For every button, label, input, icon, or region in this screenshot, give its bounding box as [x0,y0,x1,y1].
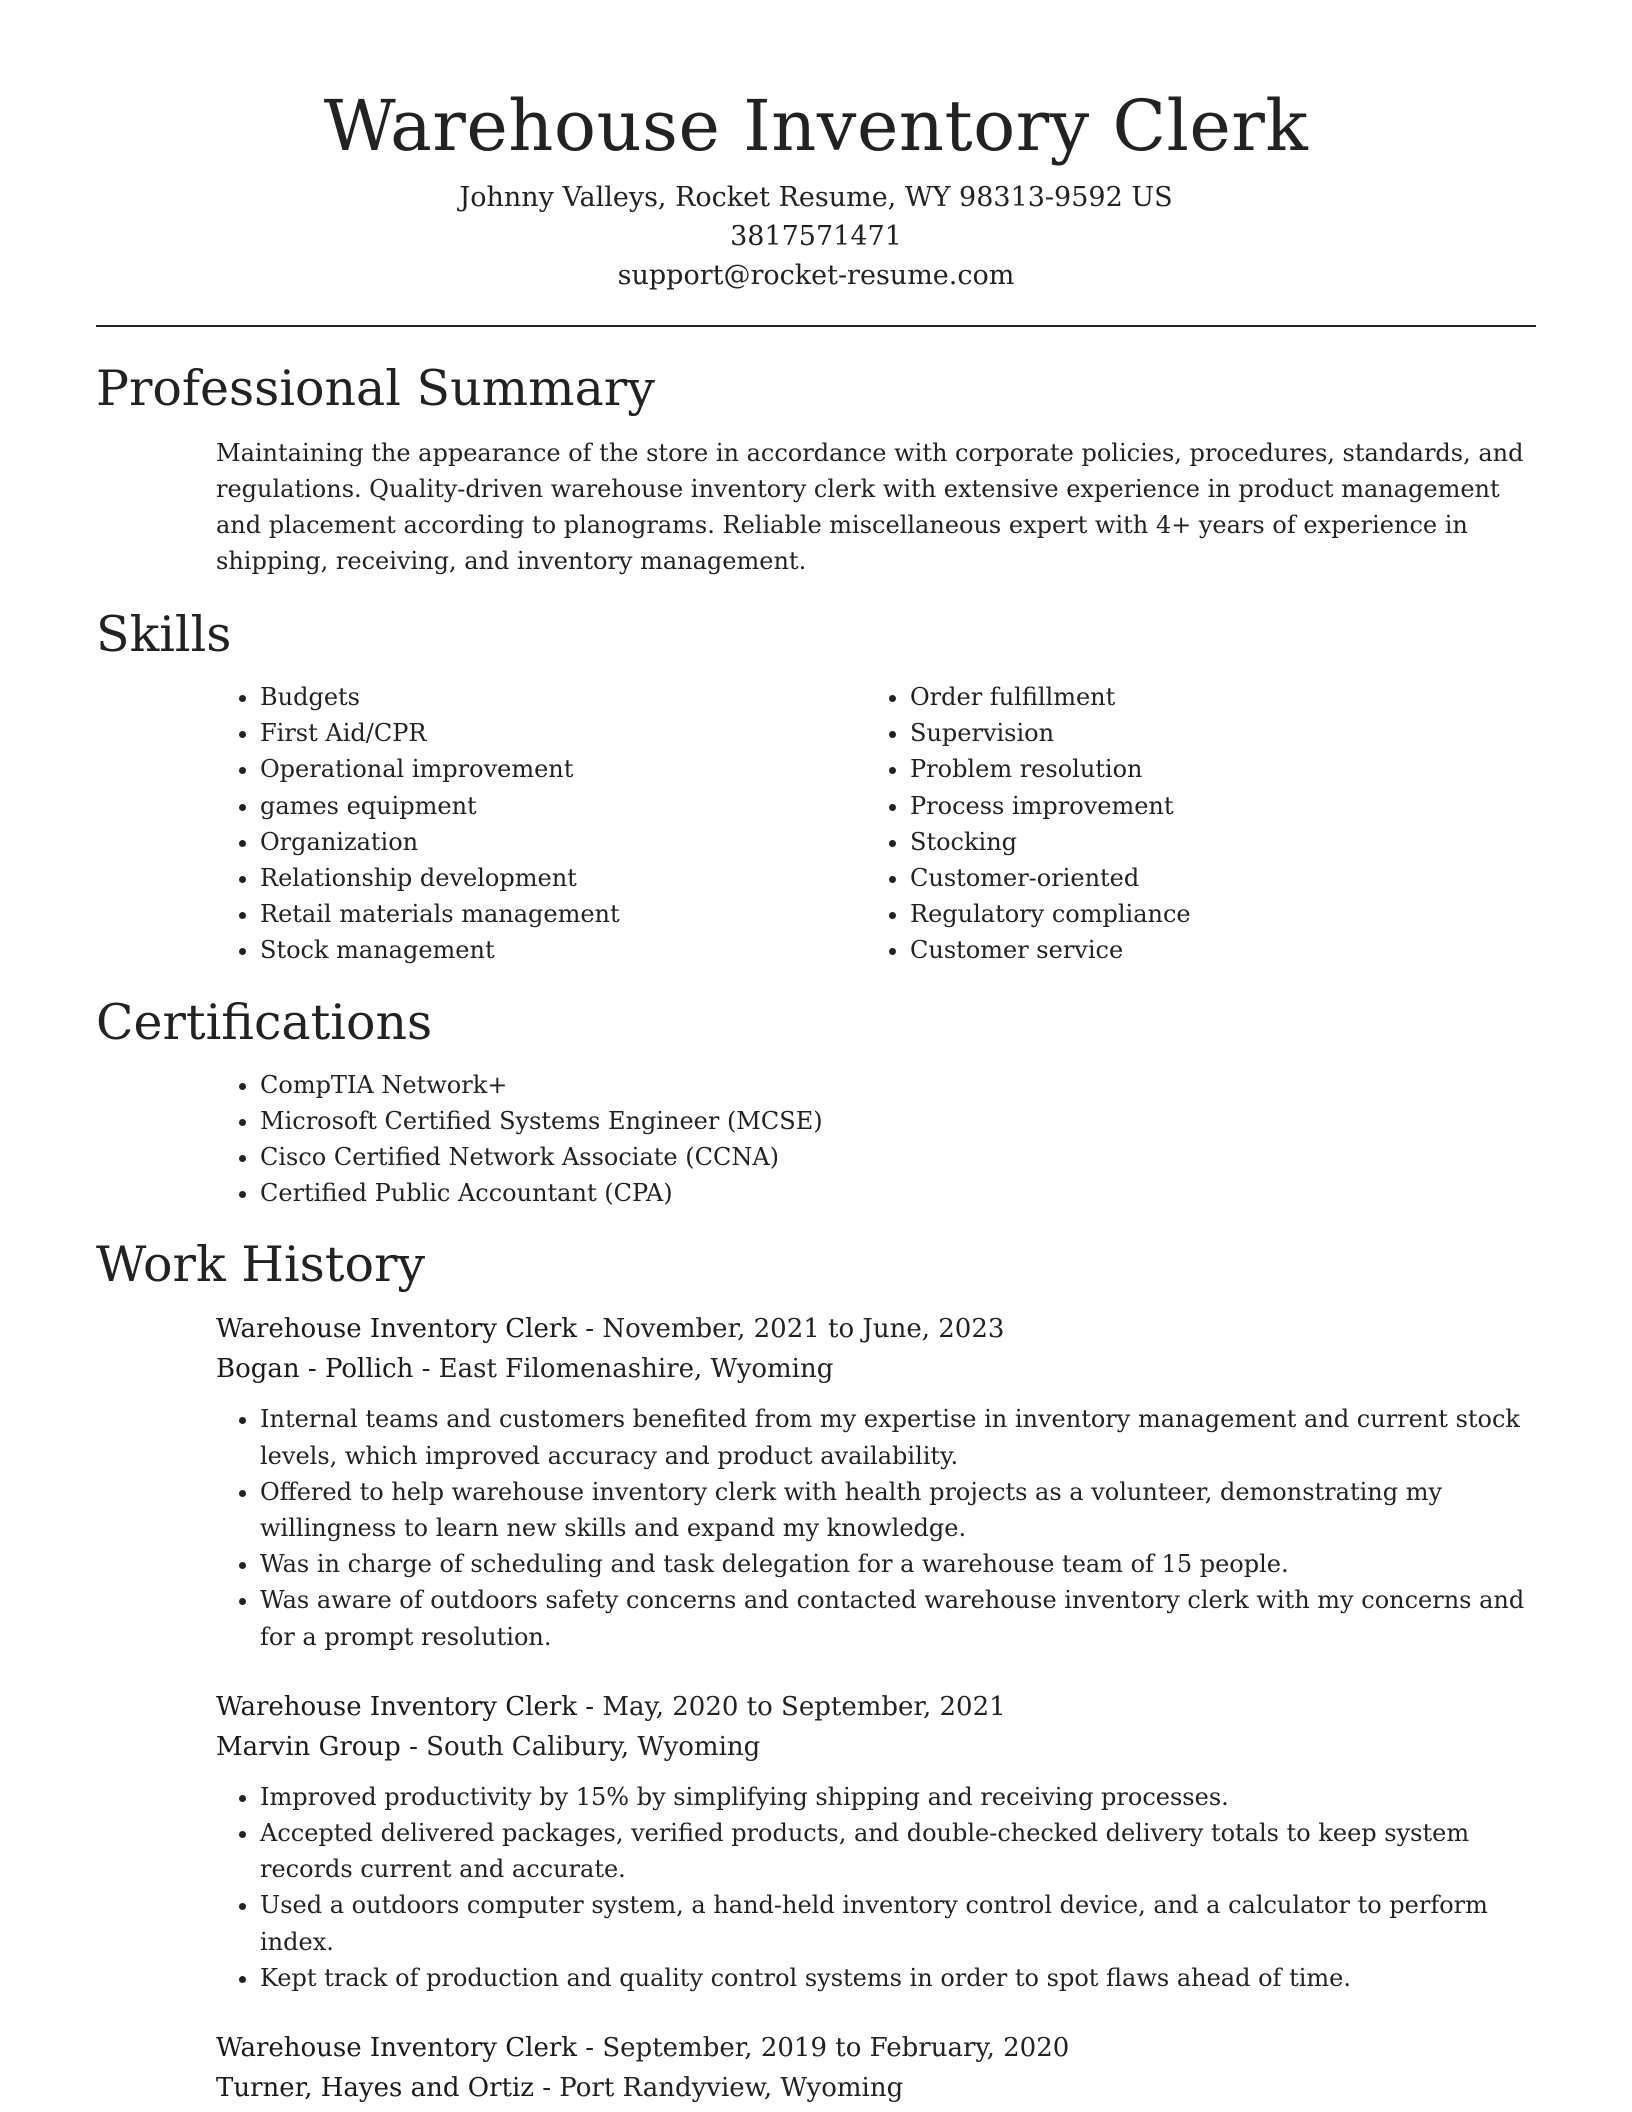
skill-item: • Customer service [910,932,1510,968]
job-company-line: Bogan - Pollich - East Filomenashire, Wyoming [216,1354,834,1385]
job-company-line: Turner, Hayes and Ortiz - Port Randyview, Wyoming [216,2073,904,2104]
job-bullet: • Offered to help warehouse inventory clerk with health projects as a volunteer, demonstrating my willingness to learn new skills and expand my knowledge. [260,1474,1536,1546]
job-location: East Filomenashire, Wyoming [438,1354,834,1385]
header-divider [96,325,1536,327]
summary-heading: Professional Summary [96,360,655,417]
certifications-section [96,991,1536,1212]
job-bullet-list [216,1401,1536,1654]
job-company-line: Marvin Group - South Calibury, Wyoming [216,1731,761,1762]
job-title-line: Warehouse Inventory Clerk - May, 2020 to September, 2021 [216,1691,1006,1722]
job-company: Bogan - Pollich [216,1354,414,1385]
skills-columns [216,679,1536,969]
skill-item: • Operational improvement [260,751,866,787]
job-company: Turner, Hayes and Ortiz [216,2073,534,2104]
skill-item: • Stocking [910,824,1510,860]
certification-item: • CompTIA Network+ [260,1067,1536,1103]
work-history-heading: Work History [96,1236,426,1294]
job-title: Warehouse Inventory Clerk [216,2033,578,2064]
skills-heading: Skills [96,606,232,663]
summary-section [96,357,1536,579]
skill-item: • Regulatory compliance [910,896,1510,932]
skills-left-list [216,679,866,969]
job-entry [216,1309,1536,1654]
summary-text: Maintaining the appearance of the store in accordance with corporate policies, procedures, standards, and regulations. Quality-driven warehouse inventory clerk with extensive experience in product management and placement according to planograms. Reliable miscellaneous expert with 4+ years of experience in shipping, receiving, and inventory management. [216,439,1524,575]
job-entry [216,2028,1536,2108]
job-bullet: • Improved productivity by 15% by simplifying shipping and receiving processes. [260,1779,1536,1815]
skill-item: • Budgets [260,679,866,715]
job-title-line: Warehouse Inventory Clerk - September, 2019 to February, 2020 [216,2033,1070,2064]
job-dates: May, 2020 to September, 2021 [602,1691,1006,1722]
skill-item: • Organization [260,824,866,860]
job-bullet: • Was aware of outdoors safety concerns and contacted warehouse inventory clerk with my concerns and for a prompt resolution. [260,1582,1536,1654]
skill-item: • Relationship development [260,860,866,896]
skills-right-list [866,679,1510,969]
skill-item: • Process improvement [910,788,1510,824]
certification-item: • Cisco Certified Network Associate (CCNA) [260,1139,1536,1175]
certification-item: • Certified Public Accountant (CPA) [260,1175,1536,1211]
certification-item: • Microsoft Certified Systems Engineer (MCSE) [260,1103,1536,1139]
certifications-heading: Certifications [96,993,433,1051]
job-title: Warehouse Inventory Clerk [216,1314,578,1345]
work-history-section [96,1233,1536,2108]
job-title-line: Warehouse Inventory Clerk - November, 2021 to June, 2023 [216,1314,1005,1345]
job-entry [216,1687,1536,1996]
skill-item: • First Aid/CPR [260,715,866,751]
skill-item: • Order fulfillment [910,679,1510,715]
job-bullet: • Internal teams and customers benefited from my expertise in inventory management and current stock levels, which improved accuracy and product availability. [260,1401,1536,1473]
certifications-list [216,1067,1536,1212]
job-bullet: • Accepted delivered packages, verified products, and double-checked delivery totals to keep system records current and accurate. [260,1815,1536,1887]
skill-item: • Retail materials management [260,896,866,932]
job-bullet-list [216,1779,1536,1996]
job-bullet: • Used a outdoors computer system, a hand-held inventory control device, and a calculator to perform index. [260,1887,1536,1959]
job-location: South Calibury, Wyoming [426,1731,761,1762]
skill-item: • games equipment [260,788,866,824]
contact-email: support@rocket-resume.com [617,260,1015,291]
skills-section [96,603,1536,969]
job-location: Port Randyview, Wyoming [559,2073,904,2104]
skill-item: • Customer-oriented [910,860,1510,896]
skill-item: • Stock management [260,932,866,968]
resume-page [96,0,1536,2108]
contact-phone: 3817571471 [730,221,902,252]
job-title: Warehouse Inventory Clerk [216,1691,578,1722]
job-dates: November, 2021 to June, 2023 [602,1314,1005,1345]
job-bullet: • Was in charge of scheduling and task delegation for a warehouse team of 15 people. [260,1546,1536,1582]
job-bullet: • Kept track of production and quality control systems in order to spot flaws ahead of time. [260,1960,1536,1996]
job-dates: September, 2019 to February, 2020 [602,2033,1070,2064]
job-company: Marvin Group [216,1731,401,1762]
contact-address: Johnny Valleys, Rocket Resume, WY 98313-9592 US [459,182,1173,213]
resume-title: Warehouse Inventory Clerk [323,85,1309,167]
contact-block [96,178,1536,295]
skill-item: • Supervision [910,715,1510,751]
skill-item: • Problem resolution [910,751,1510,787]
